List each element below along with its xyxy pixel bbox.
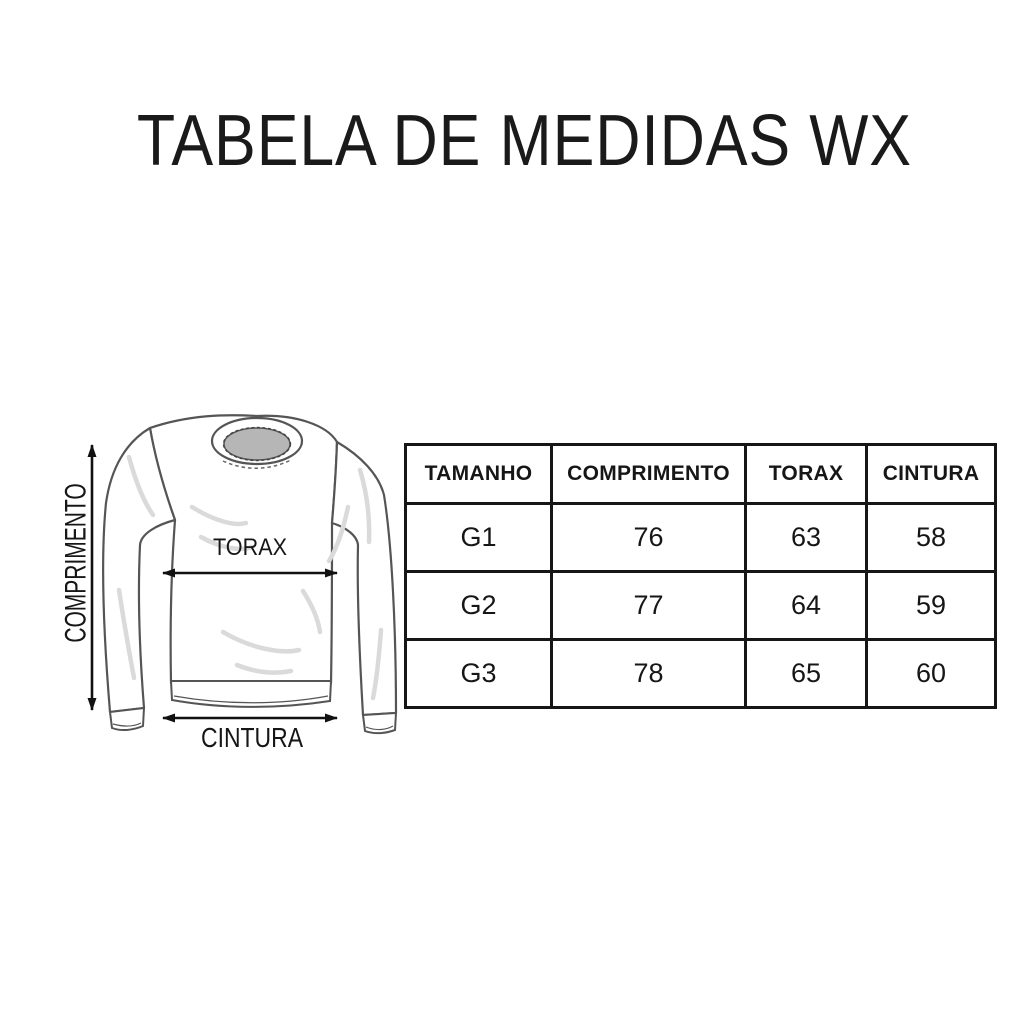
cell-waist: 58 bbox=[867, 504, 996, 572]
column-header-comprimento: COMPRIMENTO bbox=[552, 445, 746, 504]
cell-waist: 60 bbox=[867, 640, 996, 708]
page-title bbox=[0, 102, 1024, 181]
measurement-diagram bbox=[40, 395, 420, 755]
left-cuff bbox=[110, 708, 144, 730]
cell-size: G1 bbox=[406, 504, 552, 572]
cell-length: 77 bbox=[552, 572, 746, 640]
table-row-g3 bbox=[406, 640, 996, 708]
length-label: COMPRIMENTO bbox=[59, 483, 93, 643]
table-header-row bbox=[406, 445, 996, 504]
cell-chest: 65 bbox=[746, 640, 867, 708]
column-header-torax: TORAX bbox=[746, 445, 867, 504]
column-header-tamanho: TAMANHO bbox=[406, 445, 552, 504]
table-row-g1 bbox=[406, 504, 996, 572]
table-row-g2 bbox=[406, 572, 996, 640]
column-header-cintura: CINTURA bbox=[867, 445, 996, 504]
cell-chest: 63 bbox=[746, 504, 867, 572]
cell-chest: 64 bbox=[746, 572, 867, 640]
cell-waist: 59 bbox=[867, 572, 996, 640]
cell-size: G3 bbox=[406, 640, 552, 708]
chest-label: TORAX bbox=[212, 532, 288, 561]
cell-size: G2 bbox=[406, 572, 552, 640]
size-table bbox=[404, 443, 997, 709]
page-title-text: TABELA DE MEDIDAS WX bbox=[136, 101, 912, 181]
cell-length: 76 bbox=[552, 504, 746, 572]
cell-length: 78 bbox=[552, 640, 746, 708]
waist-label: CINTURA bbox=[200, 722, 304, 754]
